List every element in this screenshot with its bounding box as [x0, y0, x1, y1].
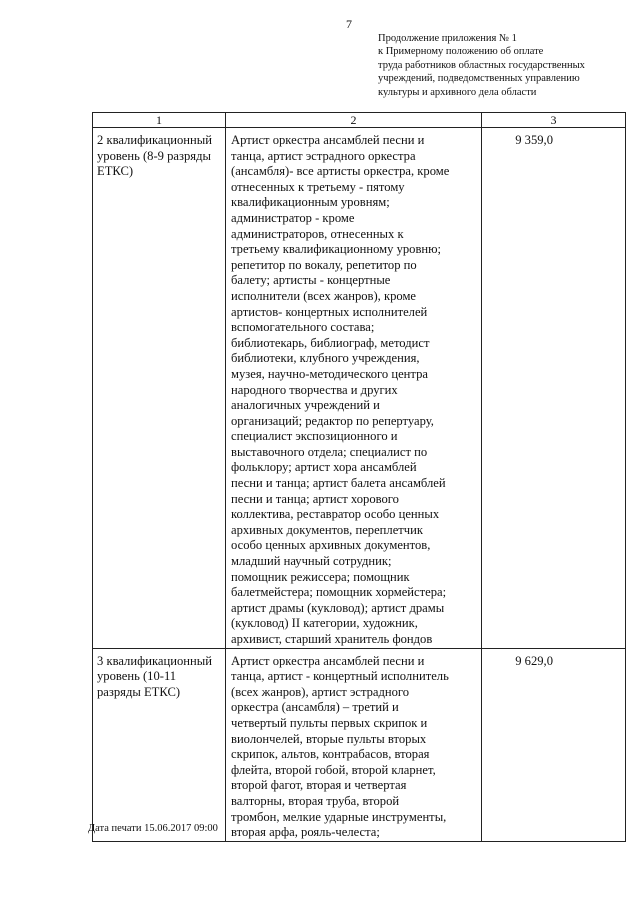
salary-amount: 9 359,0: [515, 133, 553, 147]
position-line: второй фагот, вторая и четвертая: [231, 778, 407, 793]
position-line: вторая арфа, рояль-челеста;: [231, 825, 380, 840]
column-header: 3: [482, 113, 626, 128]
salary-table: [92, 112, 626, 842]
position-line: (всех жанров), артист эстрадного: [231, 684, 410, 699]
position-line: репетитор по вокалу, репетитор по: [231, 257, 417, 272]
position-line: Артист оркестра ансамблей песни и: [231, 653, 425, 668]
position-line: библиотекарь, библиограф, методист: [231, 335, 430, 350]
position-line: четвертый пульты первых скрипок и: [231, 715, 428, 730]
salary-amount: 9 629,0: [515, 653, 553, 668]
salary-amount-cell: [482, 128, 626, 649]
appendix-note-line: культуры и архивного дела области: [378, 86, 537, 98]
position-line: администраторов, отнесенных к: [231, 226, 404, 241]
position-line: администратор - кроме: [231, 210, 355, 225]
positions-cell: [226, 128, 482, 649]
positions-cell: [226, 648, 482, 841]
position-line: оркестра (ансамбля) – третий и: [231, 700, 399, 715]
page-number: 7: [346, 17, 352, 31]
position-line: народного творчества и других: [231, 382, 398, 397]
position-line: музея, научно-методического центра: [231, 366, 428, 381]
qualification-level: 2 квалификационный уровень (8-9 разряды ЕТКС): [97, 133, 212, 179]
position-line: выставочного отдела; специалист по: [231, 444, 428, 459]
position-line: коллектива, реставратор особо ценных: [231, 507, 440, 522]
appendix-note-line: Продолжение приложения № 1: [378, 33, 517, 44]
qualification-level-cell: [93, 648, 226, 841]
position-line: танца, артист эстрадного оркестра: [231, 148, 416, 163]
position-line: вспомогательного состава;: [231, 320, 375, 335]
appendix-note-line: к Примерному положению об оплате: [378, 46, 544, 58]
appendix-note-line: учреждений, подведомственных управлению: [378, 73, 580, 85]
position-line: виолончелей, вторые пульты вторых: [231, 731, 427, 746]
column-header: 2: [226, 113, 482, 128]
position-line: (кукловод) II категории, художник,: [231, 616, 418, 631]
position-line: тромбон, мелкие ударные инструменты,: [231, 809, 447, 824]
position-line: архивист, старший хранитель фондов: [231, 632, 433, 646]
position-line: балетмейстера; помощник хормейстера;: [231, 585, 447, 600]
position-line: танца, артист - концертный исполнитель: [231, 669, 449, 684]
position-line: (ансамбля)- все артисты оркестра, кроме: [231, 164, 450, 179]
positions-list: [226, 649, 481, 841]
position-line: помощник режиссера; помощник: [231, 569, 410, 584]
position-line: особо ценных архивных документов,: [231, 538, 431, 553]
position-line: младший научный сотрудник;: [231, 554, 392, 569]
position-line: валторны, вторая труба, второй: [231, 793, 400, 808]
position-line: отнесенных к третьему - пятому: [231, 179, 405, 194]
appendix-note-line: труда работников областных государственных: [378, 59, 585, 71]
position-line: песни и танца; артист хорового: [231, 491, 399, 506]
position-line: фольклору; артист хора ансамблей: [231, 460, 417, 475]
position-line: Артист оркестра ансамблей песни и: [231, 133, 425, 147]
position-line: скрипок, альтов, контрабасов, вторая: [231, 747, 430, 762]
table-row: [93, 128, 626, 649]
position-line: артист драмы (кукловод); артист драмы: [231, 600, 445, 615]
position-line: флейта, второй гобой, второй кларнет,: [231, 762, 436, 777]
position-line: специалист экспозиционного и: [231, 429, 398, 444]
appendix-note: [378, 32, 628, 99]
table-row: [93, 648, 626, 841]
position-line: организаций; редактор по репертуару,: [231, 413, 434, 428]
position-line: квалификационным уровням;: [231, 195, 390, 210]
position-line: балету; артисты - концертные: [231, 273, 391, 288]
position-line: библиотеки, клубного учреждения,: [231, 351, 420, 366]
position-line: архивных документов, переплетчик: [231, 522, 423, 537]
salary-amount-cell: [482, 648, 626, 841]
print-date: Дата печати 15.06.2017 09:00: [88, 823, 218, 834]
qualification-level-cell: [93, 128, 226, 649]
position-line: исполнители (всех жанров), кроме: [231, 288, 417, 303]
qualification-level: 3 квалификационный уровень (10-11 разряды ЕТКС): [97, 653, 212, 699]
position-line: аналогичных учреждений и: [231, 398, 380, 413]
positions-list: [226, 128, 481, 648]
table-header-row: [93, 113, 626, 128]
column-header: 1: [93, 113, 226, 128]
position-line: третьему квалификационному уровню;: [231, 242, 442, 257]
position-line: артистов- концертных исполнителей: [231, 304, 428, 319]
position-line: песни и танца; артист балета ансамблей: [231, 476, 446, 491]
